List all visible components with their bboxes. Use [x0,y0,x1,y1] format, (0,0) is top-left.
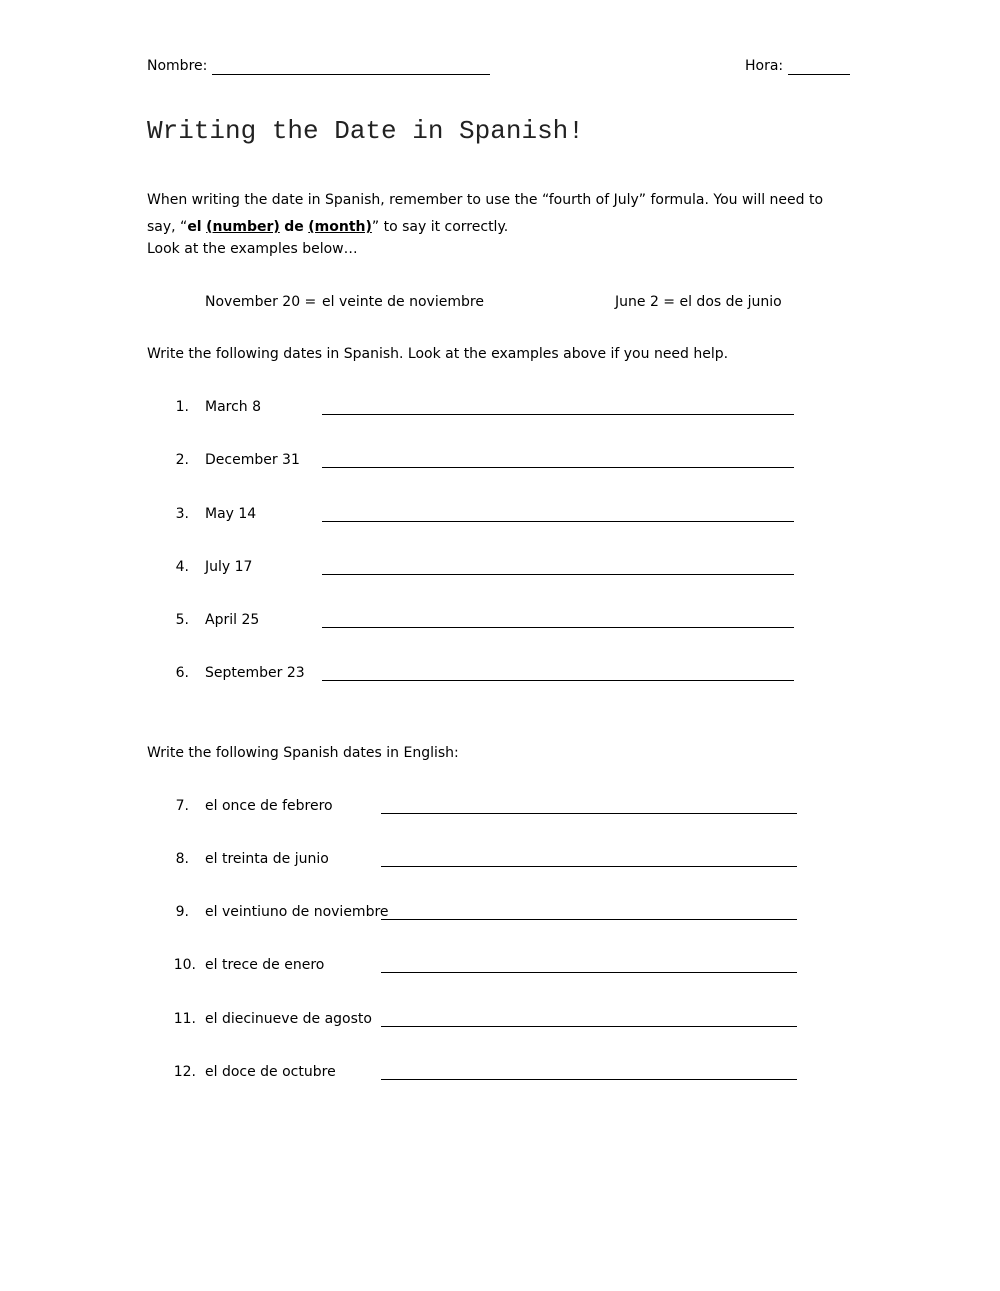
intro-text-1: When writing the date in Spanish, remember to use the “fourth of July” formula. You will need to say, “ [147,192,824,235]
question-number: 5. [175,612,189,628]
answer-line[interactable] [322,521,794,522]
question-prompt: el diecinueve de agosto [205,1011,372,1027]
intro-paragraph [147,187,847,241]
answer-line[interactable] [381,813,797,814]
answer-line[interactable] [322,467,794,468]
section-2-instruction: Write the following Spanish dates in English: [147,745,459,761]
question-number: 9. [175,904,189,920]
intro-text-2: ” to say it correctly. [371,219,509,235]
question-number: 8. [175,851,189,867]
question-prompt: el doce de octubre [205,1064,336,1080]
question-number: 4. [175,559,189,575]
question-number: 2. [175,452,189,468]
intro-number: (number) [206,219,280,235]
section-1-instruction: Write the following dates in Spanish. Look at the examples above if you need help. [147,346,729,362]
example-1-spanish: el veinte de noviembre [322,294,484,310]
answer-line[interactable] [322,627,794,628]
answer-line[interactable] [381,1079,797,1080]
answer-line[interactable] [381,1026,797,1027]
question-prompt: el treinta de junio [205,851,329,867]
hour-field[interactable] [788,74,850,75]
question-prompt: el once de febrero [205,798,333,814]
answer-line[interactable] [322,574,794,575]
intro-examples-note: Look at the examples below… [147,241,358,257]
question-number: 10. [173,957,196,973]
answer-line[interactable] [381,972,797,973]
question-prompt: el trece de enero [205,957,325,973]
question-number: 3. [175,506,189,522]
question-prompt: el veintiuno de noviembre [205,904,389,920]
question-number: 1. [175,399,189,415]
answer-line[interactable] [322,680,794,681]
question-prompt: July 17 [205,559,253,575]
answer-line[interactable] [322,414,794,415]
question-number: 11. [173,1011,196,1027]
question-number: 6. [175,665,189,681]
question-prompt: September 23 [205,665,305,681]
example-2: June 2 = el dos de junio [615,294,782,310]
question-number: 12. [173,1064,196,1080]
question-prompt: March 8 [205,399,262,415]
intro-el: el [187,219,202,235]
intro-de: de [284,219,304,235]
answer-line[interactable] [381,919,797,920]
question-prompt: April 25 [205,612,260,628]
question-prompt: May 14 [205,506,257,522]
question-number: 7. [175,798,189,814]
page-title: Writing the Date in Spanish! [147,116,584,146]
hour-label: Hora: [745,58,784,74]
question-prompt: December 31 [205,452,300,468]
intro-month: (month) [308,219,372,235]
name-field[interactable] [212,74,490,75]
example-1-english: November 20 = [205,294,317,310]
answer-line[interactable] [381,866,797,867]
name-label: Nombre: [147,58,208,74]
